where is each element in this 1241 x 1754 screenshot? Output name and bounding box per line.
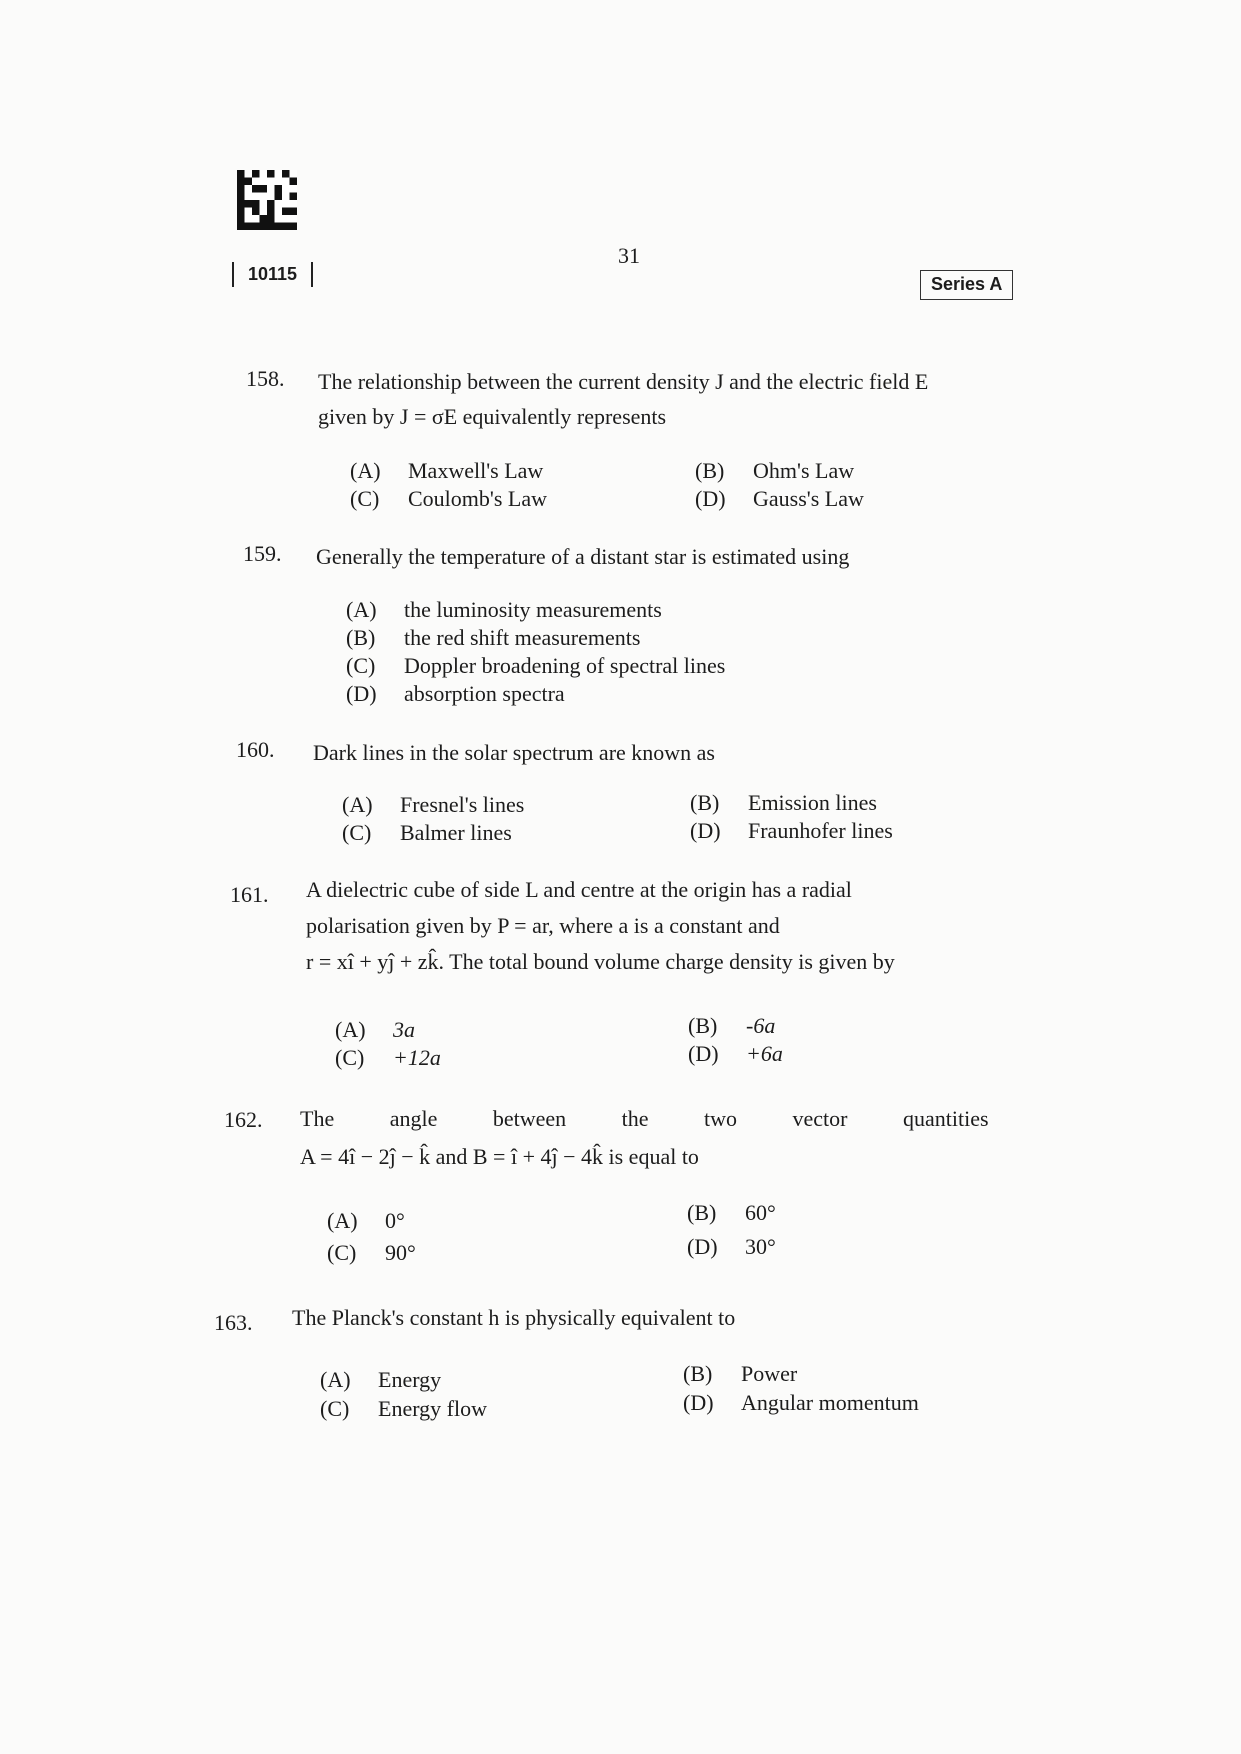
option-b[interactable] xyxy=(683,1361,797,1387)
option-text: Fresnel's lines xyxy=(400,792,525,817)
question-stem xyxy=(318,364,1018,434)
option-key: (A) xyxy=(346,597,377,622)
option-text: Fraunhofer lines xyxy=(748,818,893,843)
question-stem xyxy=(306,872,1028,980)
option-text: Energy xyxy=(378,1367,442,1392)
page-number: 31 xyxy=(618,243,640,268)
question-number: 162. xyxy=(224,1107,263,1132)
option-text: -6a xyxy=(746,1013,776,1038)
option-key: (D) xyxy=(688,1041,719,1066)
question-number: 163. xyxy=(214,1310,253,1335)
option-a[interactable] xyxy=(335,1017,415,1043)
option-text: Angular momentum xyxy=(741,1390,919,1415)
option-c[interactable] xyxy=(335,1045,441,1071)
stem-line: A dielectric cube of side L and centre at the origin has a radial xyxy=(306,877,852,902)
option-b[interactable] xyxy=(687,1200,776,1226)
option-key: (A) xyxy=(350,458,381,483)
option-text: Doppler broadening of spectral lines xyxy=(404,653,726,678)
option-text: Coulomb's Law xyxy=(408,486,548,511)
option-key: (A) xyxy=(342,792,373,817)
option-d[interactable] xyxy=(687,1234,776,1260)
option-c[interactable] xyxy=(327,1240,416,1266)
option-key: (D) xyxy=(683,1390,714,1415)
barcode-image xyxy=(235,170,299,230)
option-text: 30° xyxy=(745,1234,776,1259)
option-key: (C) xyxy=(327,1240,357,1265)
option-text: Maxwell's Law xyxy=(408,458,544,483)
option-key: (C) xyxy=(350,486,380,511)
option-key: (C) xyxy=(320,1396,350,1421)
option-text: Energy flow xyxy=(378,1396,487,1421)
option-key: (C) xyxy=(346,653,376,678)
option-key: (B) xyxy=(690,790,720,815)
option-key: (B) xyxy=(346,625,376,650)
paper-code: 10115 xyxy=(232,262,313,287)
option-text: 3a xyxy=(393,1017,415,1042)
option-a[interactable] xyxy=(346,597,662,623)
stem-line: A = 4î − 2ĵ − k̂ and B = î + 4ĵ − 4k̂ is equal to xyxy=(300,1144,699,1169)
stem-line: r = xî + yĵ + zk̂. The total bound volume charge density is given by xyxy=(306,949,895,974)
option-a[interactable] xyxy=(342,792,524,818)
option-text: 60° xyxy=(745,1200,776,1225)
stem-line: Generally the temperature of a distant star is estimated using xyxy=(316,544,850,569)
option-text: Gauss's Law xyxy=(753,486,864,511)
option-key: (D) xyxy=(695,486,726,511)
option-d[interactable] xyxy=(690,818,893,844)
option-key: (B) xyxy=(688,1013,718,1038)
option-a[interactable] xyxy=(350,458,543,484)
option-b[interactable] xyxy=(688,1013,775,1039)
option-key: (B) xyxy=(695,458,725,483)
option-key: (D) xyxy=(687,1234,718,1259)
stem-line: given by J = σE equivalently represents xyxy=(318,404,667,429)
option-text: +6a xyxy=(746,1041,783,1066)
option-text: absorption spectra xyxy=(404,681,565,706)
option-b[interactable] xyxy=(690,790,877,816)
option-d[interactable] xyxy=(346,681,565,707)
option-text: Emission lines xyxy=(748,790,877,815)
option-key: (C) xyxy=(335,1045,365,1070)
option-b[interactable] xyxy=(346,625,640,651)
option-key: (A) xyxy=(320,1367,351,1392)
option-d[interactable] xyxy=(683,1390,919,1416)
series-label: Series A xyxy=(920,270,1013,300)
option-d[interactable] xyxy=(688,1041,783,1067)
option-text: Balmer lines xyxy=(400,820,512,845)
question-stem xyxy=(300,1100,1030,1176)
option-text: +12a xyxy=(393,1045,441,1070)
question-stem xyxy=(313,735,1013,770)
option-key: (A) xyxy=(335,1017,366,1042)
option-a[interactable] xyxy=(327,1208,405,1234)
question-number: 159. xyxy=(243,541,282,566)
option-c[interactable] xyxy=(320,1396,487,1422)
option-a[interactable] xyxy=(320,1367,441,1393)
option-key: (B) xyxy=(687,1200,717,1225)
option-text: the luminosity measurements xyxy=(404,597,662,622)
question-number: 158. xyxy=(246,366,285,391)
option-key: (D) xyxy=(346,681,377,706)
stem-line: The relationship between the current density J and the electric field E xyxy=(318,369,929,394)
option-c[interactable] xyxy=(346,653,725,679)
option-c[interactable] xyxy=(342,820,512,846)
option-key: (C) xyxy=(342,820,372,845)
option-text: 90° xyxy=(385,1240,416,1265)
stem-line: polarisation given by P = ar, where a is a constant and xyxy=(306,913,780,938)
stem-line: The angle between the two vector quantities xyxy=(300,1106,989,1131)
question-stem xyxy=(292,1300,992,1335)
stem-line: Dark lines in the solar spectrum are known as xyxy=(313,740,715,765)
question-number: 161. xyxy=(230,882,269,907)
question-stem xyxy=(316,539,1016,574)
option-b[interactable] xyxy=(695,458,854,484)
option-text: Ohm's Law xyxy=(753,458,855,483)
option-key: (B) xyxy=(683,1361,713,1386)
question-number: 160. xyxy=(236,737,275,762)
stem-line: The Planck's constant h is physically equivalent to xyxy=(292,1305,736,1330)
option-text: the red shift measurements xyxy=(404,625,641,650)
option-text: Power xyxy=(741,1361,798,1386)
option-d[interactable] xyxy=(695,486,864,512)
option-c[interactable] xyxy=(350,486,547,512)
option-key: (D) xyxy=(690,818,721,843)
option-key: (A) xyxy=(327,1208,358,1233)
option-text: 0° xyxy=(385,1208,405,1233)
